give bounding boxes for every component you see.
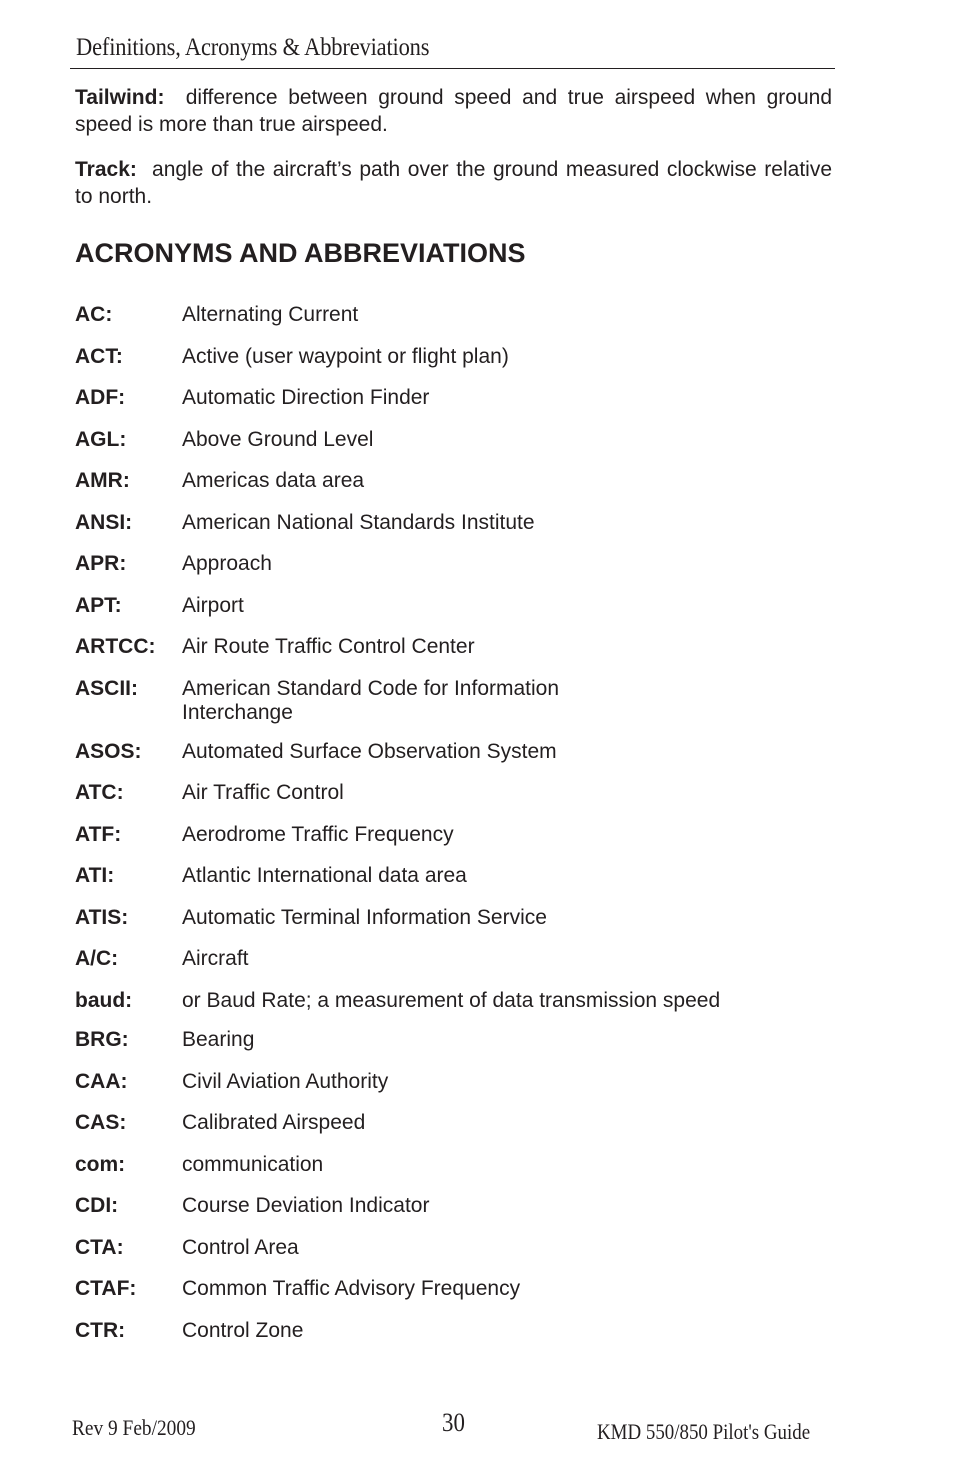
acronym-row: [75, 468, 835, 494]
acronym-meaning: Automatic Direction Finder: [182, 386, 430, 409]
acronym-abbr: ATI:: [75, 864, 115, 887]
acronym-meaning: Course Deviation Indicator: [182, 1194, 430, 1217]
acronym-abbr: CTAF:: [75, 1277, 137, 1300]
acronym-abbr: ADF:: [75, 386, 126, 409]
acronym-meaning: Americas data area: [182, 469, 365, 492]
definition-term: Tailwind:: [75, 86, 165, 109]
acronym-meaning: Aircraft: [182, 947, 249, 970]
acronym-abbr: BRG:: [75, 1028, 129, 1051]
acronym-meaning: Alternating Current: [182, 303, 359, 326]
acronym-abbr: ASOS:: [75, 739, 142, 763]
acronym-abbr: AMR:: [75, 469, 130, 492]
acronym-row: [75, 344, 835, 370]
acronym-row: [75, 1152, 835, 1178]
acronym-abbr: APT:: [75, 593, 122, 617]
acronym-meaning: Approach: [182, 552, 272, 575]
acronym-abbr: ARTCC:: [75, 635, 156, 658]
acronym-abbr: CTA:: [75, 1235, 124, 1259]
acronym-meaning: Airport: [182, 593, 244, 617]
acronym-meaning: Above Ground Level: [182, 427, 374, 451]
acronym-abbr: baud:: [75, 988, 133, 1012]
acronym-row: [75, 676, 835, 725]
acronym-abbr: ANSI:: [75, 510, 133, 534]
acronym-row: [75, 510, 835, 536]
acronym-meaning: communication: [182, 1152, 324, 1176]
acronym-row: [75, 905, 835, 931]
acronym-row: [75, 593, 835, 619]
header-title: Definitions, Acronyms & Abbreviations: [76, 34, 430, 61]
acronym-abbr: ATC:: [75, 781, 124, 804]
acronym-row: [75, 822, 835, 848]
acronym-meaning: Automated Surface Observation System: [182, 739, 557, 763]
definition-track: [75, 156, 832, 210]
acronym-meaning: Automatic Terminal Information Service: [182, 905, 547, 929]
acronym-row: [75, 1318, 835, 1344]
acronym-abbr: CTR:: [75, 1318, 126, 1342]
acronym-abbr: AGL:: [75, 427, 127, 451]
acronym-row: [75, 1276, 835, 1302]
acronym-row: [75, 385, 835, 411]
acronym-meaning: Air Route Traffic Control Center: [182, 635, 475, 658]
page-header: [70, 30, 835, 69]
acronym-abbr: ASCII:: [75, 676, 138, 700]
acronym-meaning: Air Traffic Control: [182, 781, 344, 804]
page-number: 30: [442, 1408, 465, 1437]
acronym-abbr: com:: [75, 1152, 126, 1176]
footer-revision: Rev 9 Feb/2009: [72, 1415, 196, 1440]
acronym-abbr: CAS:: [75, 1111, 127, 1134]
footer-guide-title: KMD 550/850 Pilot's Guide: [597, 1419, 811, 1444]
acronym-abbr: CAA:: [75, 1069, 128, 1093]
acronym-abbr: APR:: [75, 552, 127, 575]
acronym-meaning: Aerodrome Traffic Frequency: [182, 822, 454, 846]
acronym-meaning: American Standard Code for Information Interchange: [182, 676, 560, 724]
acronym-meaning: Control Zone: [182, 1318, 304, 1342]
acronym-row: [75, 988, 835, 1014]
acronym-row: [75, 739, 835, 765]
acronym-meaning: Bearing: [182, 1028, 255, 1051]
definition-text: difference between ground speed and true airspeed when ground speed is more than true airspeed.: [75, 86, 832, 136]
definition-text: angle of the aircraft’s path over the ground measured clockwise relative to north.: [75, 158, 832, 208]
definition-tailwind: [75, 84, 832, 138]
acronym-row: [75, 780, 835, 806]
acronym-row: [75, 946, 835, 972]
acronym-abbr: CDI:: [75, 1194, 119, 1217]
acronym-row: [75, 551, 835, 577]
acronym-abbr: ATF:: [75, 822, 122, 846]
section-heading: ACRONYMS AND ABBREVIATIONS: [75, 238, 526, 268]
acronym-row: [75, 1193, 835, 1219]
acronym-row: [75, 863, 835, 889]
acronym-abbr: A/C:: [75, 947, 119, 970]
acronym-row: [75, 427, 835, 453]
acronym-meaning: Common Traffic Advisory Frequency: [182, 1277, 521, 1300]
acronym-meaning: American National Standards Institute: [182, 510, 535, 534]
definitions-list: [75, 84, 832, 228]
definition-term: Track:: [75, 158, 137, 181]
acronym-row: [75, 634, 835, 660]
acronym-meaning: Calibrated Airspeed: [182, 1111, 366, 1134]
acronym-meaning: Civil Aviation Authority: [182, 1069, 389, 1093]
acronym-row: [75, 1027, 835, 1053]
acronym-row: [75, 302, 835, 328]
acronym-abbr: AC:: [75, 303, 113, 326]
acronym-abbr: ATIS:: [75, 905, 129, 929]
acronym-row: [75, 1110, 835, 1136]
acronym-row: [75, 1235, 835, 1261]
acronym-meaning: Atlantic International data area: [182, 864, 467, 887]
acronym-meaning: Active (user waypoint or flight plan): [182, 344, 509, 368]
acronym-meaning: Control Area: [182, 1235, 299, 1259]
acronym-row: [75, 1069, 835, 1095]
acronym-abbr: ACT:: [75, 344, 123, 368]
acronym-list: [75, 302, 835, 1359]
acronym-meaning: or Baud Rate; a measurement of data transmission speed: [182, 988, 721, 1012]
